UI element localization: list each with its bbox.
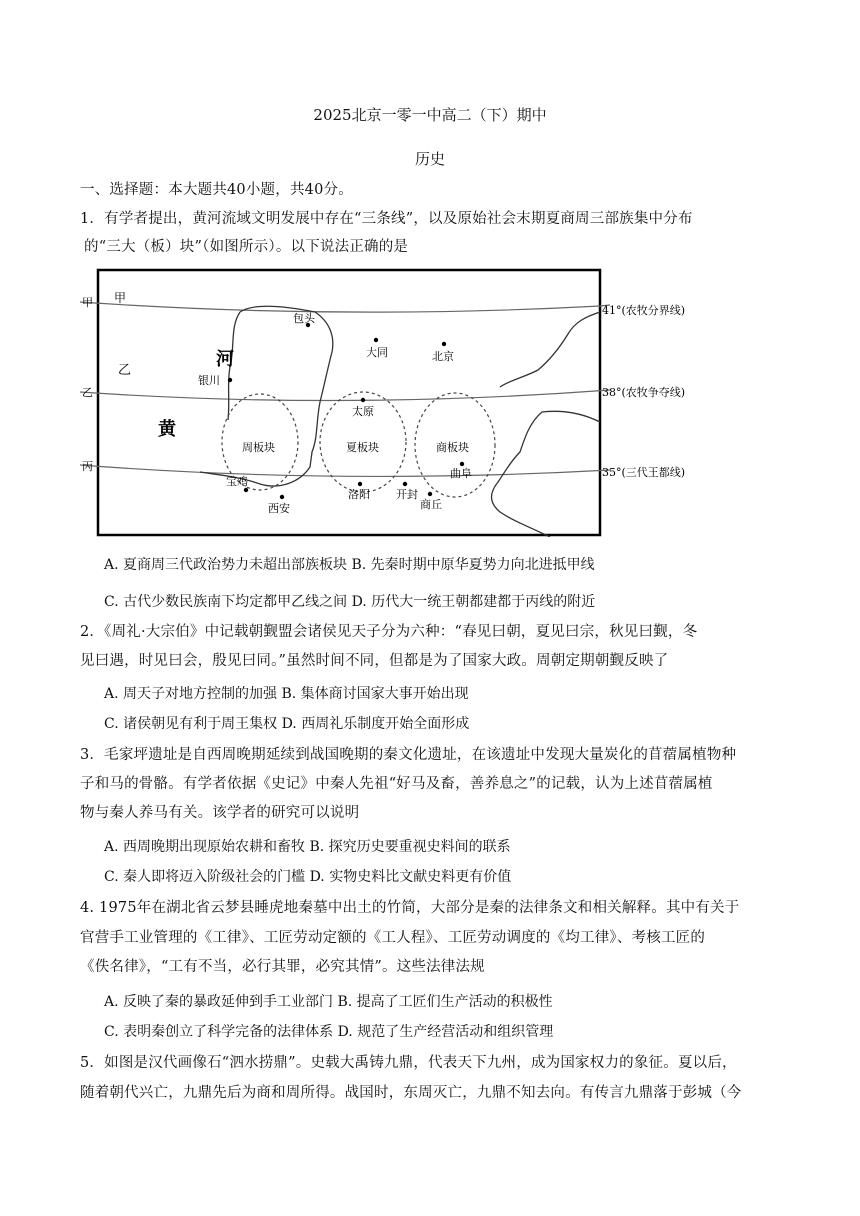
label-taiyuan: 太原 (352, 405, 374, 418)
label-luoyang: 洛阳 (348, 488, 370, 501)
label-lat35: 35°(三代王都线) (602, 466, 686, 479)
dot-xian (280, 495, 284, 499)
dot-kaifeng (403, 482, 407, 486)
q1-stem-line2: 的“三大（板）块”（如图所示）。以下说法正确的是 (84, 239, 409, 255)
q4-stem-line2: 官营手工业管理的《工律》、工匠劳动定额的《工人程》、工匠劳动调度的《均工律》、考核工匠的 (80, 930, 706, 946)
label-block-zhou: 周板块 (242, 441, 275, 454)
q4-options-ab: A. 反映了秦的暴政延伸到手工业部门 B. 提高了工匠们生产活动的积极性 (104, 994, 553, 1010)
label-baotou: 包头 (293, 312, 315, 325)
lat-line-41 (80, 302, 610, 312)
label-jia-inner: 甲 (114, 291, 127, 305)
label-block-xia: 夏板块 (346, 441, 379, 454)
q1-options-cd: C. 古代少数民族南下均定都甲乙线之间 D. 历代大一统王朝都建都于丙线的附近 (104, 594, 596, 610)
dot-yinchuan (228, 378, 232, 382)
label-qufu: 曲阜 (450, 467, 472, 480)
q1-options-ab: A. 夏商周三代政治势力未超出部族板块 B. 先秦时期中原华夏势力向北进抵甲线 (104, 557, 595, 573)
q4-stem-line3: 《佚名律》，“工有不当，必行其罪，必究其情”。这些法律法规 (80, 959, 485, 975)
q4-options-cd: C. 表明秦创立了科学完备的法律体系 D. 规范了生产经营活动和组织管理 (104, 1024, 554, 1040)
section-heading: 一、选择题：本大题共40小题，共40分。 (80, 182, 353, 198)
lat-line-38 (80, 390, 610, 401)
label-line-yi: 乙 (82, 386, 93, 399)
dot-baoji (244, 488, 248, 492)
dot-beijing (442, 342, 446, 346)
dot-datong (374, 338, 378, 342)
label-datong: 大同 (366, 346, 388, 359)
label-lat38: 38°(农牧争夺线) (602, 386, 686, 399)
q3-stem-line1: 3．毛家坪遗址是自西周晚期延续到战国晚期的秦文化遗址，在该遗址中发现大量炭化的苜蓿属植物种 (80, 747, 737, 763)
q2-stem-line2: 见曰遇，时见曰会，殷见曰同。”虽然时间不同，但都是为了国家大政。周朝定期朝觐反映了 (80, 653, 669, 669)
dot-luoyang (358, 482, 362, 486)
label-lat41: 41°(农牧分界线) (602, 304, 686, 317)
q4-stem-line1: 4. 1975年在湖北省云梦县睡虎地秦墓中出土的竹简，大部分是秦的法律条文和相关解释。其中有关于 (80, 900, 740, 916)
label-beijing: 北京 (432, 350, 454, 363)
q2-options-cd: C. 诸侯朝见有利于周王集权 D. 西周礼乐制度开始全面形成 (104, 716, 470, 732)
q3-options-cd: C. 秦人即将迈入阶级社会的门槛 D. 实物史料比文献史料更有价值 (104, 869, 512, 885)
lat-line-35 (80, 465, 610, 476)
exam-subject: 历史 (414, 150, 445, 168)
label-kaifeng: 开封 (396, 488, 418, 501)
label-yi-inner: 乙 (118, 363, 132, 378)
label-shangqiu: 商丘 (420, 498, 442, 511)
q3-stem-line3: 物与秦人养马有关。该学者的研究可以说明 (80, 805, 360, 821)
dot-taiyuan (361, 398, 365, 402)
label-baoji: 宝鸡 (226, 475, 248, 488)
label-river-huang: 黄 (158, 419, 176, 440)
q1-map-figure (80, 262, 720, 537)
q3-stem-line2: 子和马的骨骼。有学者依据《史记》中秦人先祖“好马及畜，善养息之”的记载，认为上述苜蓿属植 (80, 776, 713, 792)
label-xian: 西安 (268, 502, 290, 515)
q2-stem-line1: 2．《周礼·大宗伯》中记载朝觐盟会诸侯见天子分为六种：“春见曰朝，夏见曰宗，秋见曰觐，冬 (80, 624, 698, 640)
dot-qufu (460, 462, 464, 466)
label-line-bing: 丙 (82, 460, 93, 473)
yellow-river-path (200, 306, 333, 486)
label-yinchuan: 银川 (198, 374, 220, 387)
q2-options-ab: A. 周天子对地方控制的加强 B. 集体商讨国家大事开始出现 (104, 686, 469, 702)
label-river-he: 河 (216, 349, 234, 370)
q1-stem-line1: 1．有学者提出，黄河流域文明发展中存在“三条线”，以及原始社会末期夏商周三部族集中分布 (80, 211, 693, 227)
label-line-jia: 甲 (82, 296, 93, 309)
q3-options-ab: A. 西周晚期出现原始农耕和畜牧 B. 探究历史要重视史料间的联系 (104, 839, 511, 855)
coastline-north (500, 312, 600, 387)
q5-stem-line1: 5．如图是汉代画像石“泗水捞鼎”。史载大禹铸九鼎，代表天下九州，成为国家权力的象征。夏以后， (80, 1055, 737, 1071)
q5-stem-line2: 随着朝代兴亡，九鼎先后为商和周所得。战国时，东周灭亡，九鼎不知去向。有传言九鼎落于彭城（今 (80, 1085, 742, 1101)
exam-title: 2025北京一零一中高二（下）期中 (313, 106, 547, 124)
dot-shangqiu (428, 492, 432, 496)
label-block-shang: 商板块 (436, 441, 469, 454)
